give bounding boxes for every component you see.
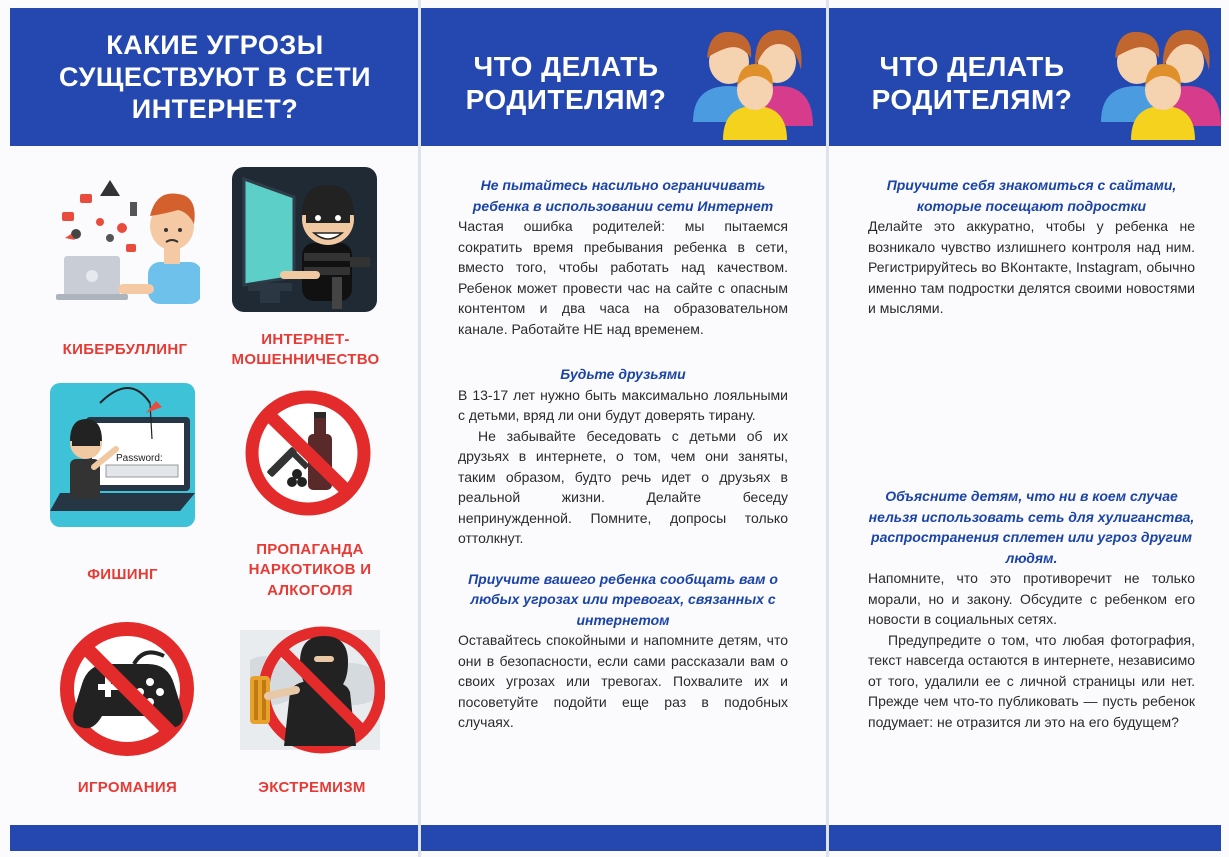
section-paragraph: Делайте это аккуратно, чтобы у ребенка не возникало чувство излишнего контроля над ним. Регистрируйтесь во ВКонтакте, Instagram, обычно именно там подростки делятся своими новостями и мыслями. — [868, 218, 1195, 316]
threat-label-gaming: ИГРОМАНИЯ — [77, 779, 178, 796]
threat-label-extremism: ЭКСТРЕМИЗМ — [258, 779, 366, 796]
section-heading: Приучите себя знакомиться с сайтами, которые посещают подростки — [886, 177, 1177, 214]
section-paragraph: Частая ошибка родителей: мы пытаемся сократить время пребывания ребенка в сети, вместо того, чтобы работать над качеством. Ребенок может провести час на сайте с опасным контентом и два часа на образовательном канале. Работайте НЕ над временем. — [458, 218, 788, 337]
bottom-band — [10, 825, 418, 851]
threats-title: КАКИЕ УГРОЗЫ СУЩЕСТВУЮТ В СЕТИ ИНТЕРНЕТ? — [58, 30, 372, 124]
section-heading: Будьте друзьями — [560, 366, 686, 382]
section-heading: Приучите вашего ребенка сообщать вам о любых угрозах или тревогах, связанных с интернетом — [468, 570, 778, 628]
bottom-band — [829, 825, 1221, 851]
right-text-column-top — [868, 175, 1195, 319]
password-label: Password: — [116, 453, 163, 464]
no-gaming-icon — [52, 614, 202, 764]
hacker-icon — [232, 167, 377, 312]
section-heading: Объясните детям, что ни в коем случае нельзя использовать сеть для хулиганства, распространения сплетен или угроз другим людям. — [868, 488, 1195, 566]
family-icon — [1091, 16, 1221, 140]
section-paragraph: В 13-17 лет нужно быть максимально лояльными с детьми, вряд ли они будут доверять тирану. — [458, 386, 788, 423]
middle-text-column — [458, 175, 788, 733]
right-text-column-bottom — [868, 486, 1195, 732]
threat-label-phishing: ФИШИНГ — [87, 566, 158, 583]
no-drugs-alcohol-icon — [238, 388, 378, 518]
panel-parents-1 — [421, 0, 826, 857]
panel-parents-2 — [829, 0, 1221, 857]
section-paragraph: Напомните, что это противоречит не только морали, но и закону. Обсудите с ребенком его новости в социальных сетях. — [868, 570, 1195, 627]
threat-label-fraud: ИНТЕРНЕТ-МОШЕННИЧЕСТВО — [231, 331, 380, 369]
section-paragraph: Предупредите о том, что любая фотография, текст навсегда остаются в интернете, независимо от того, удалили ее с личной страницы или нет. Прежде чем что-то публиковать — пусть ребенок подумает: не отразится ли это на его будущем? — [868, 631, 1195, 730]
parents-title-2: ЧТО ДЕЛАТЬ РОДИТЕЛЯМ? — [871, 51, 1073, 116]
family-icon — [683, 16, 813, 140]
no-extremism-icon — [230, 620, 385, 760]
cyberbullying-icon — [50, 172, 200, 307]
bottom-band — [421, 825, 826, 851]
section-heading: Не пытайтесь насильно ограничивать ребенка в использовании сети Интернет — [472, 177, 774, 214]
parents-title-1: ЧТО ДЕЛАТЬ РОДИТЕЛЯМ? — [465, 51, 667, 116]
section-paragraph: Оставайтесь спокойными и напомните детям, что они в безопасности, если сами рассказали вам о своих угрозах или тревогах. Похвалите их и посоветуйте подойти еще раз в подобных случаях. — [458, 632, 788, 730]
threat-label-drugs: ПРОПАГАНДА НАРКОТИКОВ И АЛКОГОЛЯ — [248, 541, 372, 599]
threat-label-cyberbullying: КИБЕРБУЛЛИНГ — [62, 341, 188, 358]
phishing-icon — [50, 383, 195, 527]
section-paragraph: Не забывайте беседовать с детьми об их друзьях в интернете, о том, чем они заняты, таким образом, будто речь идет о друзьях в реальной жизни. Делайте беседу непринужденной. Помните, допросы только оттолкнут. — [458, 427, 788, 546]
panel-threats — [10, 0, 418, 857]
